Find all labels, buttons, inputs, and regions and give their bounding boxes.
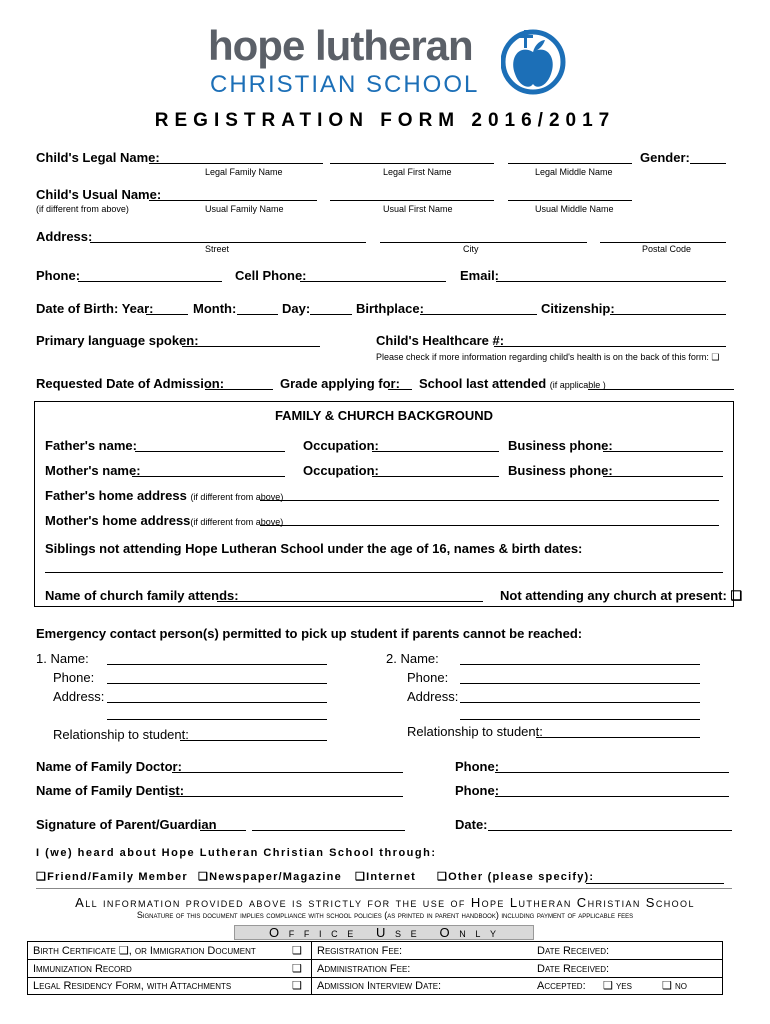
admission-date-field[interactable] [205,389,273,390]
usual-note: (if different from above) [36,204,129,214]
birth-cert-cell: Birth Certificate ❑, or Immigration Document [33,945,256,957]
other-checkbox[interactable]: ❑ [437,871,449,883]
emergency2-address-label: Address: [407,689,459,704]
dentist-phone-label: Phone: [455,783,500,798]
emergency1-relationship-field[interactable] [180,740,327,741]
emergency2-relationship-label: Relationship to student: [407,724,543,739]
dob-day-field[interactable] [310,314,352,315]
notice-line2: Signature of this document implies compliance with school policies (as printed in parent handbook) including payment of applicable fees [136,910,634,920]
emergency1-phone-label: Phone: [53,670,95,685]
emergency1-name-label: 1. Name: [36,651,89,666]
emergency-heading: Emergency contact person(s) permitted to pick up student if parents cannot be reached: [36,626,583,641]
office-use-title: O f f i c e U s e O n l y [269,925,499,940]
date-received-cell-2: Date Received: [537,963,610,975]
logo-line1: hope lutheran [208,22,473,69]
dob-year-field[interactable] [146,314,188,315]
heard-heading: I (we) heard about Hope Lutheran Christian School through: [36,847,437,859]
doctor-phone-label: Phone: [455,759,500,774]
date-field[interactable] [488,830,732,831]
health-note: Please check if more information regarding child's health is on the back of this form: ❑ [376,352,720,362]
emergency2-name-label: 2. Name: [386,651,439,666]
father-occupation-label: Occupation: [303,438,379,453]
father-home-field[interactable] [260,500,719,501]
mother-occupation-field[interactable] [372,476,499,477]
emergency2-name-field[interactable] [460,664,700,665]
usual-name-label: Child's Usual Name: [36,187,162,202]
accepted-cell: Accepted: [537,980,586,992]
signature-field-a[interactable] [200,830,246,831]
form-title: REGISTRATION FORM 2016/2017 [154,110,616,131]
siblings-label: Siblings not attending Hope Lutheran School under the age of 16, names & birth dates: [45,541,583,556]
usual-first-field[interactable] [330,200,494,201]
citizenship-field[interactable] [610,314,726,315]
email-label: Email: [460,268,500,283]
father-name-field[interactable] [135,451,285,452]
usual-middle-field[interactable] [508,200,632,201]
doctor-field[interactable] [172,772,403,773]
residency-cell: Legal Residency Form, with Attachments [33,980,232,992]
logo-line2: CHRISTIAN SCHOOL [210,71,480,98]
mother-home-label: Mother's home address(if different from above) [45,513,284,528]
admission-date-label: Requested Date of Admission: [36,376,225,391]
dob-day-label: Day: [282,301,311,316]
accepted-no[interactable]: ❑ no [662,980,687,992]
date-received-cell-1: Date Received: [537,945,610,957]
emergency1-address-label: Address: [53,689,105,704]
legal-first-field[interactable] [330,163,494,164]
emergency1-address-field[interactable] [107,702,327,703]
legal-middle-field[interactable] [508,163,632,164]
phone-field[interactable] [78,281,222,282]
father-home-label: Father's home address (if different from above) [45,488,284,503]
office-row-line2 [27,977,723,978]
mother-business-phone-field[interactable] [603,476,723,477]
interview-date-cell: Admission Interview Date: [317,980,442,992]
father-business-phone-field[interactable] [603,451,723,452]
emergency2-phone-field[interactable] [460,683,700,684]
emergency2-phone-label: Phone: [407,670,449,685]
heard-newspaper[interactable]: ❑Newspaper/Magazine [198,871,342,883]
yes-checkbox[interactable]: ❑ [603,980,613,992]
family-heading: FAMILY & CHURCH BACKGROUND [274,408,494,423]
legal-family-caption: Legal Family Name [205,167,283,177]
dob-year-label: Date of Birth: Year: [36,301,154,316]
dentist-label: Name of Family Dentist: [36,783,185,798]
birthplace-field[interactable] [420,314,537,315]
emergency2-address-field[interactable] [460,702,700,703]
grade-field[interactable] [388,389,412,390]
mother-name-label: Mother's name: [45,463,141,478]
father-name-label: Father's name: [45,438,137,453]
signature-field-b[interactable] [252,830,405,831]
city-field[interactable] [380,242,587,243]
no-church-checkbox[interactable]: ❑ [730,588,743,603]
father-occupation-field[interactable] [372,451,499,452]
usual-family-field[interactable] [149,200,317,201]
emergency1-phone-field[interactable] [107,683,327,684]
signature-label: Signature of Parent/Guardian [36,817,217,832]
language-label: Primary language spoken: [36,333,199,348]
school-last-field[interactable] [588,389,734,390]
email-field[interactable] [496,281,726,282]
friend-checkbox[interactable]: ❑ [36,871,48,883]
emergency1-name-field[interactable] [107,664,327,665]
registration-fee-cell: Registration Fee: [317,945,403,957]
immunization-cell: Immunization Record [33,963,132,975]
healthcare-field[interactable] [494,346,726,347]
legal-name-label: Child's Legal Name: [36,150,160,165]
dob-month-field[interactable] [237,314,278,315]
school-last-label: School last attended (if applicable ) [419,376,606,391]
language-field[interactable] [182,346,320,347]
dentist-phone-field[interactable] [495,796,729,797]
heard-internet[interactable]: ❑Internet [355,871,416,883]
residency-checkbox[interactable]: ❑ [292,980,302,992]
legal-first-caption: Legal First Name [383,167,452,177]
notice-line1: All information provided above is strictly for the use of Hope Lutheran Christian School [75,895,695,910]
immigration-checkbox[interactable]: ❑ [292,945,302,957]
healthcare-label: Child's Healthcare #: [376,333,505,348]
doctor-label: Name of Family Doctor: [36,759,182,774]
church-label: Name of church family attends: [45,588,239,603]
other-specify-field[interactable] [586,883,724,884]
usual-family-caption: Usual Family Name [205,204,284,214]
address-label: Address: [36,229,93,244]
gender-field[interactable] [690,163,726,164]
accepted-yes[interactable]: ❑ yes [603,980,632,992]
grade-label: Grade applying for: [280,376,400,391]
date-label: Date: [455,817,488,832]
legal-family-field[interactable] [149,163,323,164]
usual-first-caption: Usual First Name [383,204,453,214]
postal-field[interactable] [600,242,726,243]
phone-label: Phone: [36,268,81,283]
health-checkbox[interactable]: ❑ [711,352,720,362]
mother-home-field[interactable] [260,525,719,526]
heard-other[interactable]: ❑Other (please specify): [437,871,595,883]
gender-label: Gender: [640,150,690,165]
church-field[interactable] [217,601,483,602]
immunization-checkbox[interactable]: ❑ [292,963,302,975]
cell-field[interactable] [300,281,446,282]
citizenship-label: Citizenship: [541,301,615,316]
street-caption: Street [205,244,230,254]
heard-friend[interactable]: ❑Friend/Family Member [36,871,188,883]
city-caption: City [463,244,479,254]
mother-name-field[interactable] [132,476,285,477]
birthplace-label: Birthplace: [356,301,424,316]
postal-caption: Postal Code [642,244,692,254]
emergency2-relationship-field[interactable] [536,737,700,738]
usual-middle-caption: Usual Middle Name [535,204,614,214]
cell-label: Cell Phone: [235,268,307,283]
office-table-divider [311,941,312,995]
office-row-line1 [27,959,723,960]
birth-checkbox[interactable]: ❑ [118,945,129,957]
doctor-phone-field[interactable] [495,772,729,773]
mother-occupation-label: Occupation: [303,463,379,478]
school-logo [205,24,575,104]
no-checkbox[interactable]: ❑ [662,980,672,992]
street-field[interactable] [90,242,366,243]
dentist-field[interactable] [169,796,403,797]
no-church-label: Not attending any church at present: ❑ [500,588,743,603]
mother-business-phone-label: Business phone: [508,463,613,478]
emergency2-address-field2[interactable] [460,719,700,720]
apple-cross-icon [501,24,569,96]
emergency1-address-field2[interactable] [107,719,327,720]
newspaper-checkbox[interactable]: ❑ [198,871,210,883]
father-business-phone-label: Business phone: [508,438,613,453]
internet-checkbox[interactable]: ❑ [355,871,367,883]
legal-middle-caption: Legal Middle Name [535,167,613,177]
administration-fee-cell: Administration Fee: [317,963,411,975]
heard-divider [36,888,732,889]
siblings-field[interactable] [45,572,723,573]
dob-month-label: Month: [193,301,237,316]
emergency1-relationship-label: Relationship to student: [53,727,189,742]
